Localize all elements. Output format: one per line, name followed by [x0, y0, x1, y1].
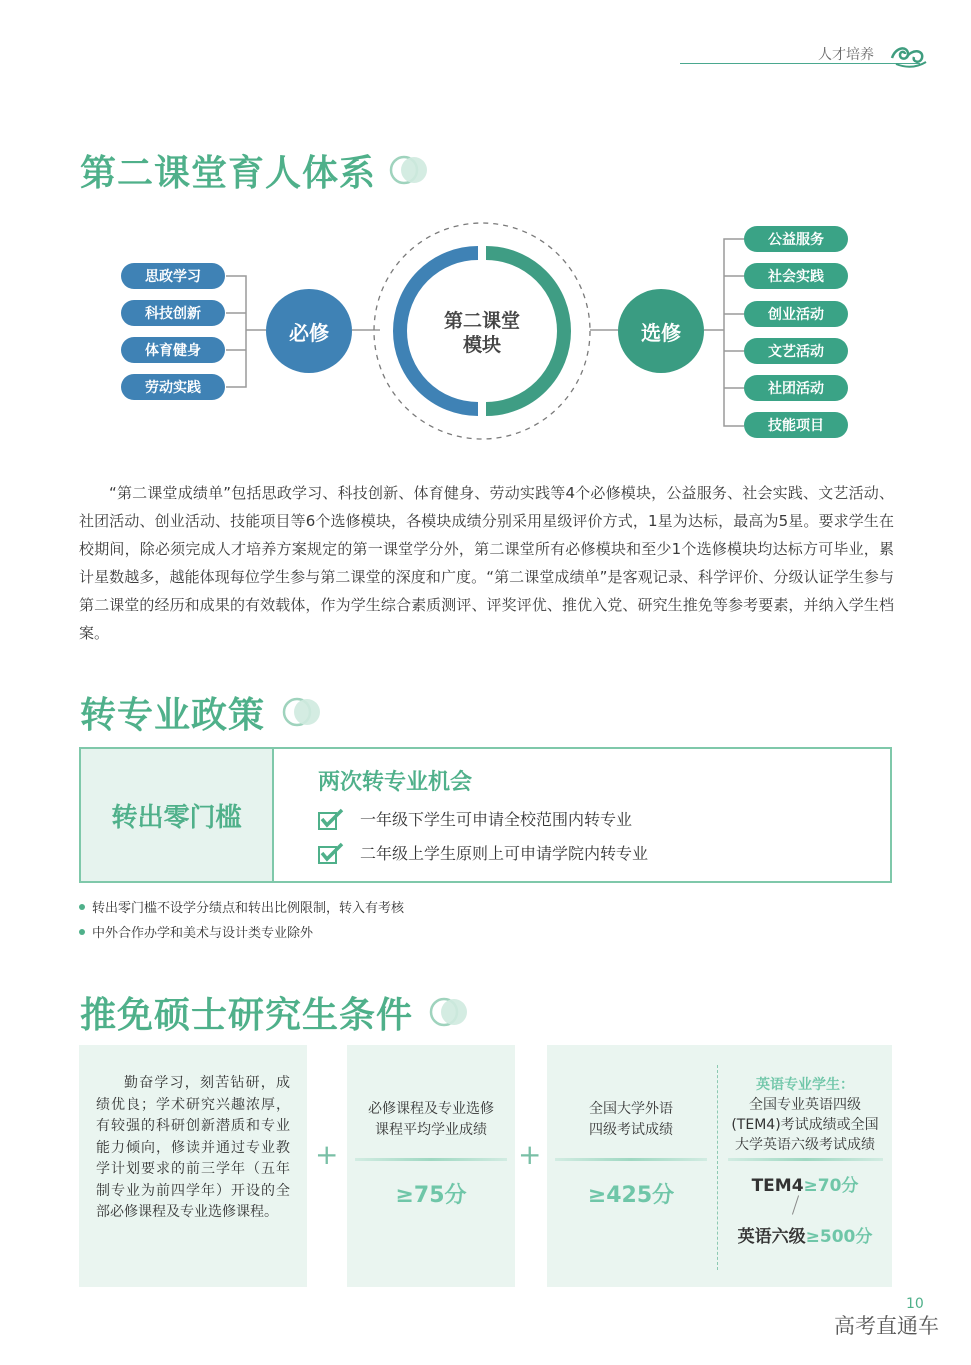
transfer-check-item: 二年级上学生原则上可申请学院内转专业: [318, 841, 648, 864]
card-divider: [728, 1158, 883, 1161]
card-divider: [355, 1158, 507, 1161]
card-divider: [555, 1158, 707, 1161]
section-title-transfer-policy: 转专业政策: [80, 695, 266, 736]
elective-item: 公益服务: [744, 226, 848, 252]
transfer-note: 中外合作办学和美术与设计类专业除外: [79, 922, 313, 941]
required-circle: 必修: [266, 289, 352, 373]
condition-card-gpa: [347, 1045, 515, 1287]
card-dashed-divider: [717, 1065, 718, 1270]
checkbox-checked-icon: [318, 842, 344, 864]
second-classroom-paragraph: “第二课堂成绩单”包括思政学习、科技创新、体育健身、劳动实践等4个必修模块，公益服务、社会实践、文艺活动、社团活动、创业活动、技能项目等6个选修模块，各模块成绩分别采用星级评价方式，1星为达标，最高为5星。要求学生在校期间，除必须完成人才培养方案规定的第一课堂学分外，第二课堂所有必修模块和至少1个选修模块均达标方可毕业，累计星数越多，越能体现每位学生参与第二课堂的深度和广度。“第二课堂成绩单”是客观记录、科学评价、分级认证学生参与第二课堂的经历和成果的有效载体，作为学生综合素质测评、评奖评优、推优入党、研究生推免等参考要素，并纳入学生档案。: [79, 484, 894, 642]
section-title-second-classroom: 第二课堂育人体系: [80, 153, 377, 194]
bullet-dot-icon: [79, 904, 85, 910]
transfer-check-item: 一年级下学生可申请全校范围内转专业: [318, 807, 632, 830]
elective-item: 技能项目: [744, 412, 848, 438]
required-item: 劳动实践: [121, 374, 225, 400]
condition-study-text: 勤奋学习，刻苦钻研，成绩优良；学术研究兴趣浓厚，有较强的科研创新潜质和专业能力倾向，修读并通过专业教学计划要求的前三学年（五年制专业为前四学年）开设的全部必修课程及专业选修课程。: [96, 1075, 290, 1220]
plus-sign: +: [518, 1138, 542, 1171]
transfer-note: 转出零门槛不设学分绩点和转出比例限制，转入有考核: [79, 897, 404, 916]
elective-item: 社团活动: [744, 375, 848, 401]
english-major-title: 英语专业学生：: [756, 1077, 854, 1093]
condition-cet4-value: ≥425分: [587, 1183, 675, 1208]
cet6-requirement: 英语六级≥500分: [737, 1227, 873, 1247]
zero-threshold-label: 转出零门槛: [111, 802, 242, 833]
plus-sign: +: [315, 1138, 339, 1171]
elective-item: 文艺活动: [744, 338, 848, 364]
tem4-requirement: TEM4≥70分: [751, 1176, 859, 1196]
checkbox-checked-icon: [318, 808, 344, 830]
elective-item: 社会实践: [744, 263, 848, 289]
header-title: 人才培养: [818, 47, 874, 63]
section-title-recommendation: 推免硕士研究生条件: [80, 995, 414, 1036]
double-circle-icon: [428, 995, 472, 1029]
watermark: 高考直通车: [834, 1314, 939, 1338]
elective-item: 创业活动: [744, 301, 848, 327]
condition-gpa-label: 必修课程及专业选修 课程平均学业成绩: [368, 1101, 494, 1138]
zero-threshold-panel: [81, 749, 274, 881]
elective-circle: 选修: [618, 289, 704, 373]
condition-cet4-label: 全国大学外语 四级考试成绩: [589, 1101, 673, 1138]
center-module-label: 第二课堂 模块: [443, 310, 520, 356]
english-major-desc: 全国专业英语四级 (TEM4)考试成绩或全国 大学英语六级考试成绩: [731, 1097, 879, 1153]
required-item: 科技创新: [121, 300, 225, 326]
condition-gpa-value: ≥75分: [395, 1183, 467, 1208]
transfer-opportunities-title: 两次转专业机会: [318, 770, 473, 795]
required-item: 体育健身: [121, 337, 225, 363]
bullet-dot-icon: [79, 929, 85, 935]
required-item: 思政学习: [121, 263, 225, 289]
page-number: 10: [906, 1296, 924, 1312]
double-circle-icon: [281, 695, 325, 729]
